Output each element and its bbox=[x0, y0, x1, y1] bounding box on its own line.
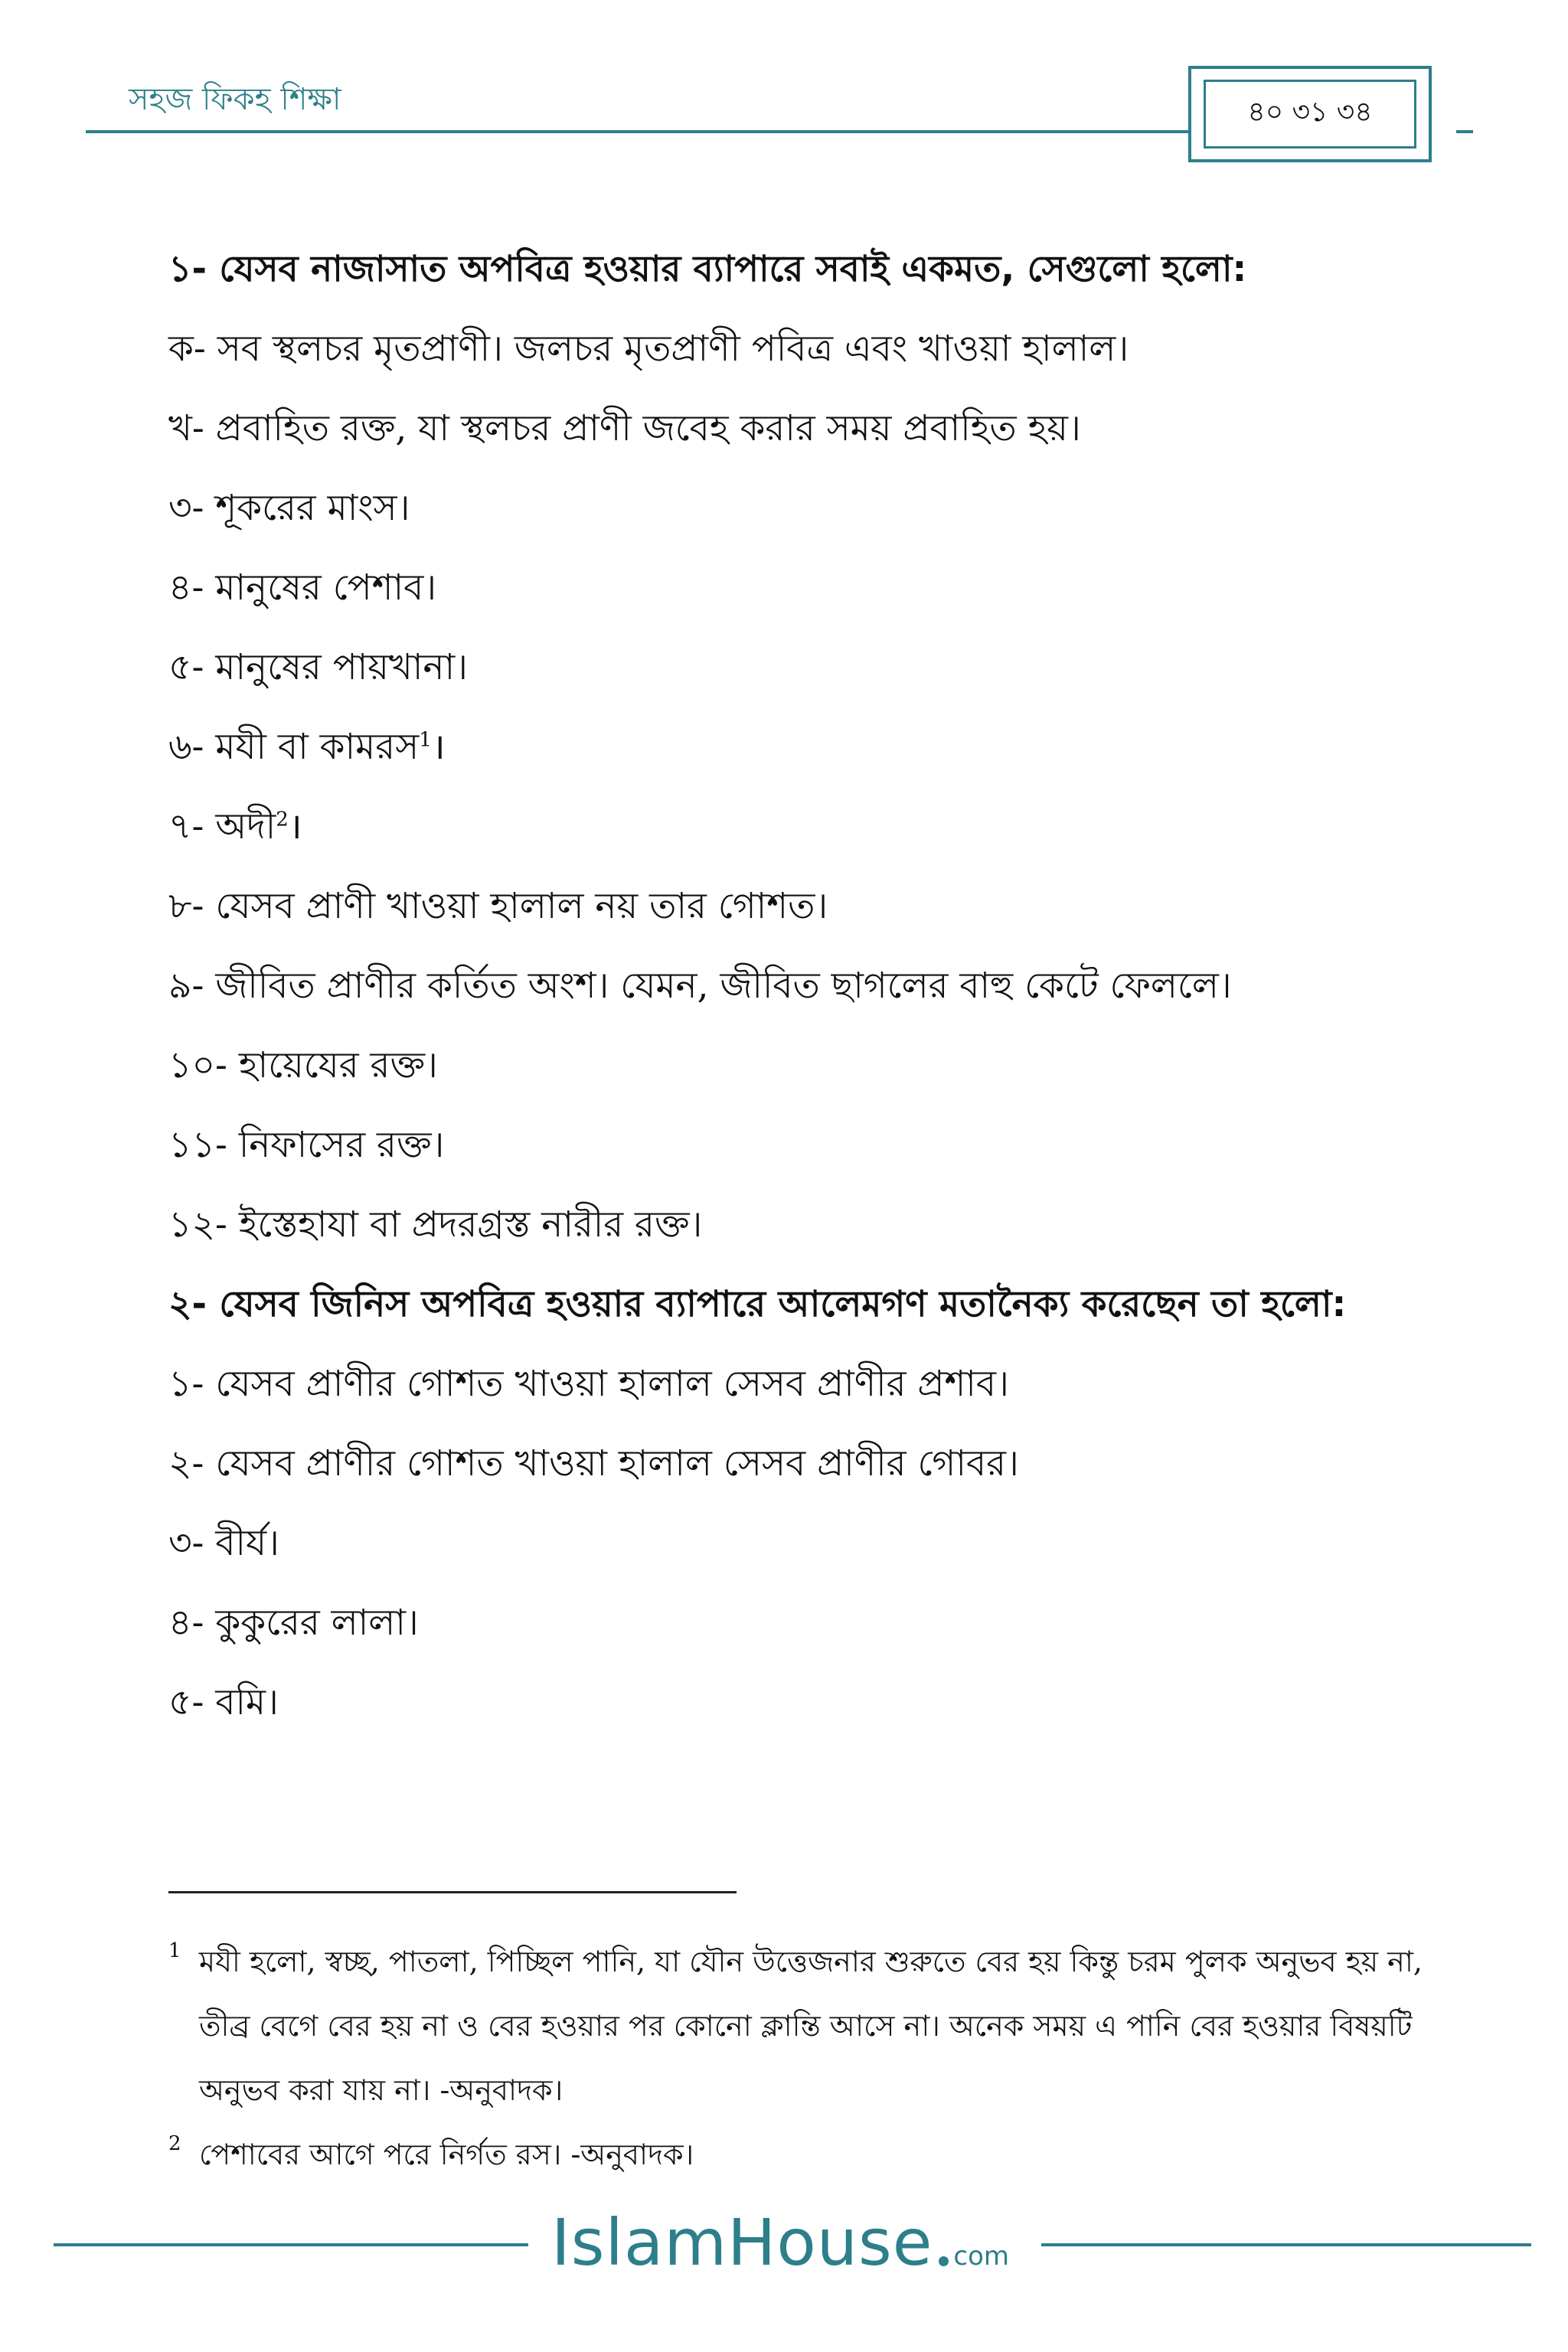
list-item: ৪- কুকুরের লালা। bbox=[168, 1602, 419, 1644]
danda: । bbox=[288, 805, 302, 848]
list-item-text: ৭- অদী bbox=[168, 805, 276, 848]
page-number-box bbox=[1188, 66, 1432, 162]
list-item: ১২- ইস্তেহাযা বা প্রদরগ্রস্ত নারীর রক্ত। bbox=[168, 1204, 703, 1246]
list-item: ক- সব স্থলচর মৃতপ্রাণী। জলচর মৃতপ্রাণী পবিত্র এবং খাওয়া হালাল। bbox=[168, 328, 1129, 370]
book-title: সহজ ফিকহ শিক্ষা bbox=[129, 82, 341, 117]
footer-divider-right bbox=[1041, 2243, 1531, 2246]
list-item: ৩- বীর্য। bbox=[168, 1522, 279, 1564]
list-item: ২- যেসব প্রাণীর গোশত খাওয়া হালাল সেসব প্রাণীর গোবর। bbox=[168, 1442, 1019, 1485]
list-item: ৫- বমি। bbox=[168, 1681, 279, 1723]
list-item: ১১- নিফাসের রক্ত। bbox=[168, 1124, 445, 1166]
list-item-with-footnote-1 bbox=[168, 707, 1409, 787]
footnote-1 bbox=[168, 1929, 1424, 2122]
section-2-heading: ২- যেসব জিনিস অপবিত্র হওয়ার ব্যাপারে আলেমগণ মতানৈক্য করেছেন তা হলো: bbox=[168, 1283, 1347, 1325]
header-divider-right bbox=[1456, 130, 1473, 133]
brand-tld: com bbox=[953, 2241, 1010, 2272]
footnotes bbox=[168, 1929, 1424, 2187]
footnote-ref-2[interactable]: 2 bbox=[276, 808, 289, 831]
list-item: খ- প্রবাহিত রক্ত, যা স্থলচর প্রাণী জবেহ করার সময় প্রবাহিত হয়। bbox=[168, 407, 1081, 449]
list-item-with-footnote-2 bbox=[168, 787, 1409, 867]
footnote-mark: 1 bbox=[168, 1939, 181, 1962]
brand-logo[interactable] bbox=[551, 2205, 1009, 2280]
main-content bbox=[168, 230, 1409, 1743]
footnote-text: পেশাবের আগে পরে নির্গত রস। -অনুবাদক। bbox=[199, 2138, 694, 2171]
footer-divider-left bbox=[54, 2243, 528, 2246]
list-item: ৮- যেসব প্রাণী খাওয়া হালাল নয় তার গোশত। bbox=[168, 885, 828, 927]
list-item: ৪- মানুষের পেশাব। bbox=[168, 567, 437, 609]
footnote-ref-1[interactable]: 1 bbox=[419, 728, 432, 752]
list-item-text: ৬- মযী বা কামরস bbox=[168, 726, 420, 768]
section-1-heading: ১- যেসব নাজাসাত অপবিত্র হওয়ার ব্যাপারে সবাই একমত, সেগুলো হলো: bbox=[168, 248, 1247, 290]
page-number: ৪০ ৩১ ৩৪ bbox=[1204, 80, 1416, 149]
danda: । bbox=[431, 726, 446, 768]
list-item: ৩- শূকরের মাংস। bbox=[168, 487, 410, 529]
footnote-mark: 2 bbox=[168, 2132, 181, 2155]
footnote-2 bbox=[168, 2122, 1424, 2187]
list-item: ১০- হায়েযের রক্ত। bbox=[168, 1044, 438, 1086]
dot-icon bbox=[939, 2256, 949, 2266]
brand-name: IslamHouse bbox=[551, 2205, 933, 2280]
header-divider bbox=[86, 130, 1202, 133]
footnote-text: মযী হলো, স্বচ্ছ, পাতলা, পিচ্ছিল পানি, যা যৌন উত্তেজনার শুরুতে বের হয় কিন্তু চরম পুলক অনুভব হয় না, তীব্র বেগে বের হয় না ও বের হওয়ার পর কোনো ক্লান্তি আসে না। অনেক সময় এ পানি বের হওয়ার বিষয়টি অনুভব করা যায় না। -অনুবাদক। bbox=[199, 1945, 1423, 2107]
list-item: ১- যেসব প্রাণীর গোশত খাওয়া হালাল সেসব প্রাণীর প্রশাব। bbox=[168, 1363, 1009, 1405]
list-item: ৫- মানুষের পায়খানা। bbox=[168, 646, 468, 688]
list-item: ৯- জীবিত প্রাণীর কর্তিত অংশ। যেমন, জীবিত ছাগলের বাহু কেটে ফেললে। bbox=[168, 965, 1232, 1007]
footnote-divider bbox=[168, 1891, 737, 1893]
